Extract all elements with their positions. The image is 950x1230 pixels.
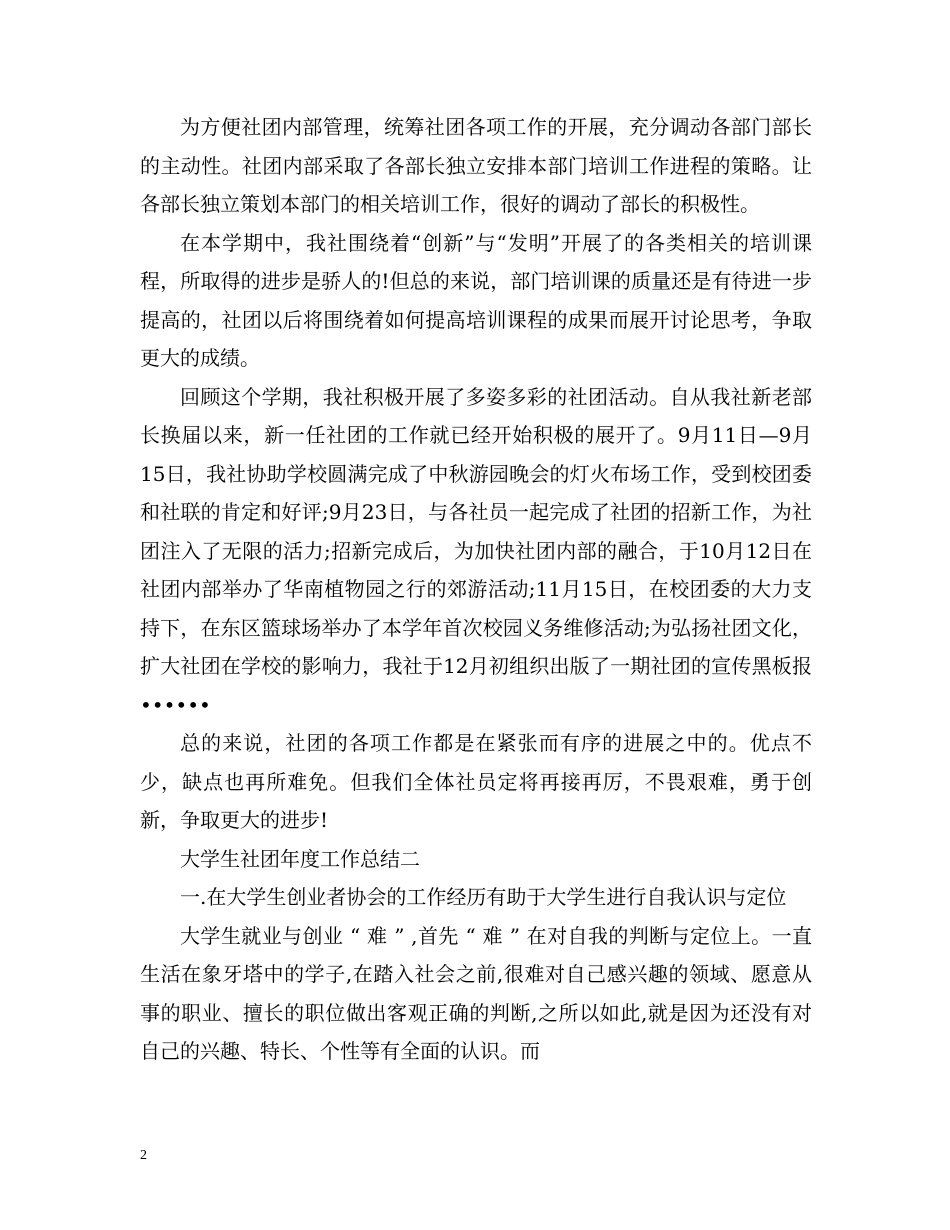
page-number: 2: [140, 1148, 147, 1163]
section-heading: 大学生社团年度工作总结二: [180, 846, 420, 871]
paragraph-management: 为方便社团内部管理，统筹社团各项工作的开展，充分调动各部门部长的主动性。社团内部采取了各部长独立安排本部门培训工作进程的策略。让各部长独立策划本部门的相关培训工作，很好的调动了部长的积极性。: [140, 115, 812, 216]
subsection-heading: 一.在大学生创业者协会的工作经历有助于大学生进行自我认识与定位: [180, 885, 787, 909]
paragraph-employment: 大学生就业与创业 “ 难 ” ,首先 “ 难 ” 在对自我的判断与定位上。一直生活在象牙塔中的学子,在踏入社会之前,很难对自己感兴趣的领域、愿意从事的职业、擅长的职位做出客观正确的判断,之所以如此,就是因为还没有对自己的兴趣、特长、个性等有全面的认识。而: [140, 923, 812, 1063]
paragraph-activities: 回顾这个学期，我社积极开展了多姿多彩的社团活动。自从我社新老部长换届以来，新一任社团的工作就已经开始积极的展开了。9月11日—9月15日，我社协助学校圆满完成了中秋游园晚会的灯火布场工作，受到校团委和社联的肯定和好评;9月23日，与各社员一起完成了社团的招新工作，为社团注入了无限的活力;招新完成后，为加快社团内部的融合，于10月12日在社团内部举办了华南植物园之行的郊游活动;11月15日，在校团委的大力支持下，在东区篮球场举办了本学年首次校园义务维修活动;为弘扬社团文化，扩大社团在学校的影响力，我社于12月初组织出版了一期社团的宣传黑板报••••••: [140, 384, 812, 717]
paragraph-summary: 总的来说，社团的各项工作都是在紧张而有序的进展之中的。优点不少，缺点也再所难免。但我们全体社员定将再接再厉，不畏艰难，勇于创新，争取更大的进步!: [140, 731, 812, 832]
paragraph-training: 在本学期中，我社围绕着“创新”与“发明”开展了的各类相关的培训课程，所取得的进步是骄人的!但总的来说，部门培训课的质量还是有待进一步提高的，社团以后将围绕着如何提高培训课程的成果而展开讨论思考，争取更大的成绩。: [140, 230, 812, 370]
document-body: [140, 108, 812, 1071]
